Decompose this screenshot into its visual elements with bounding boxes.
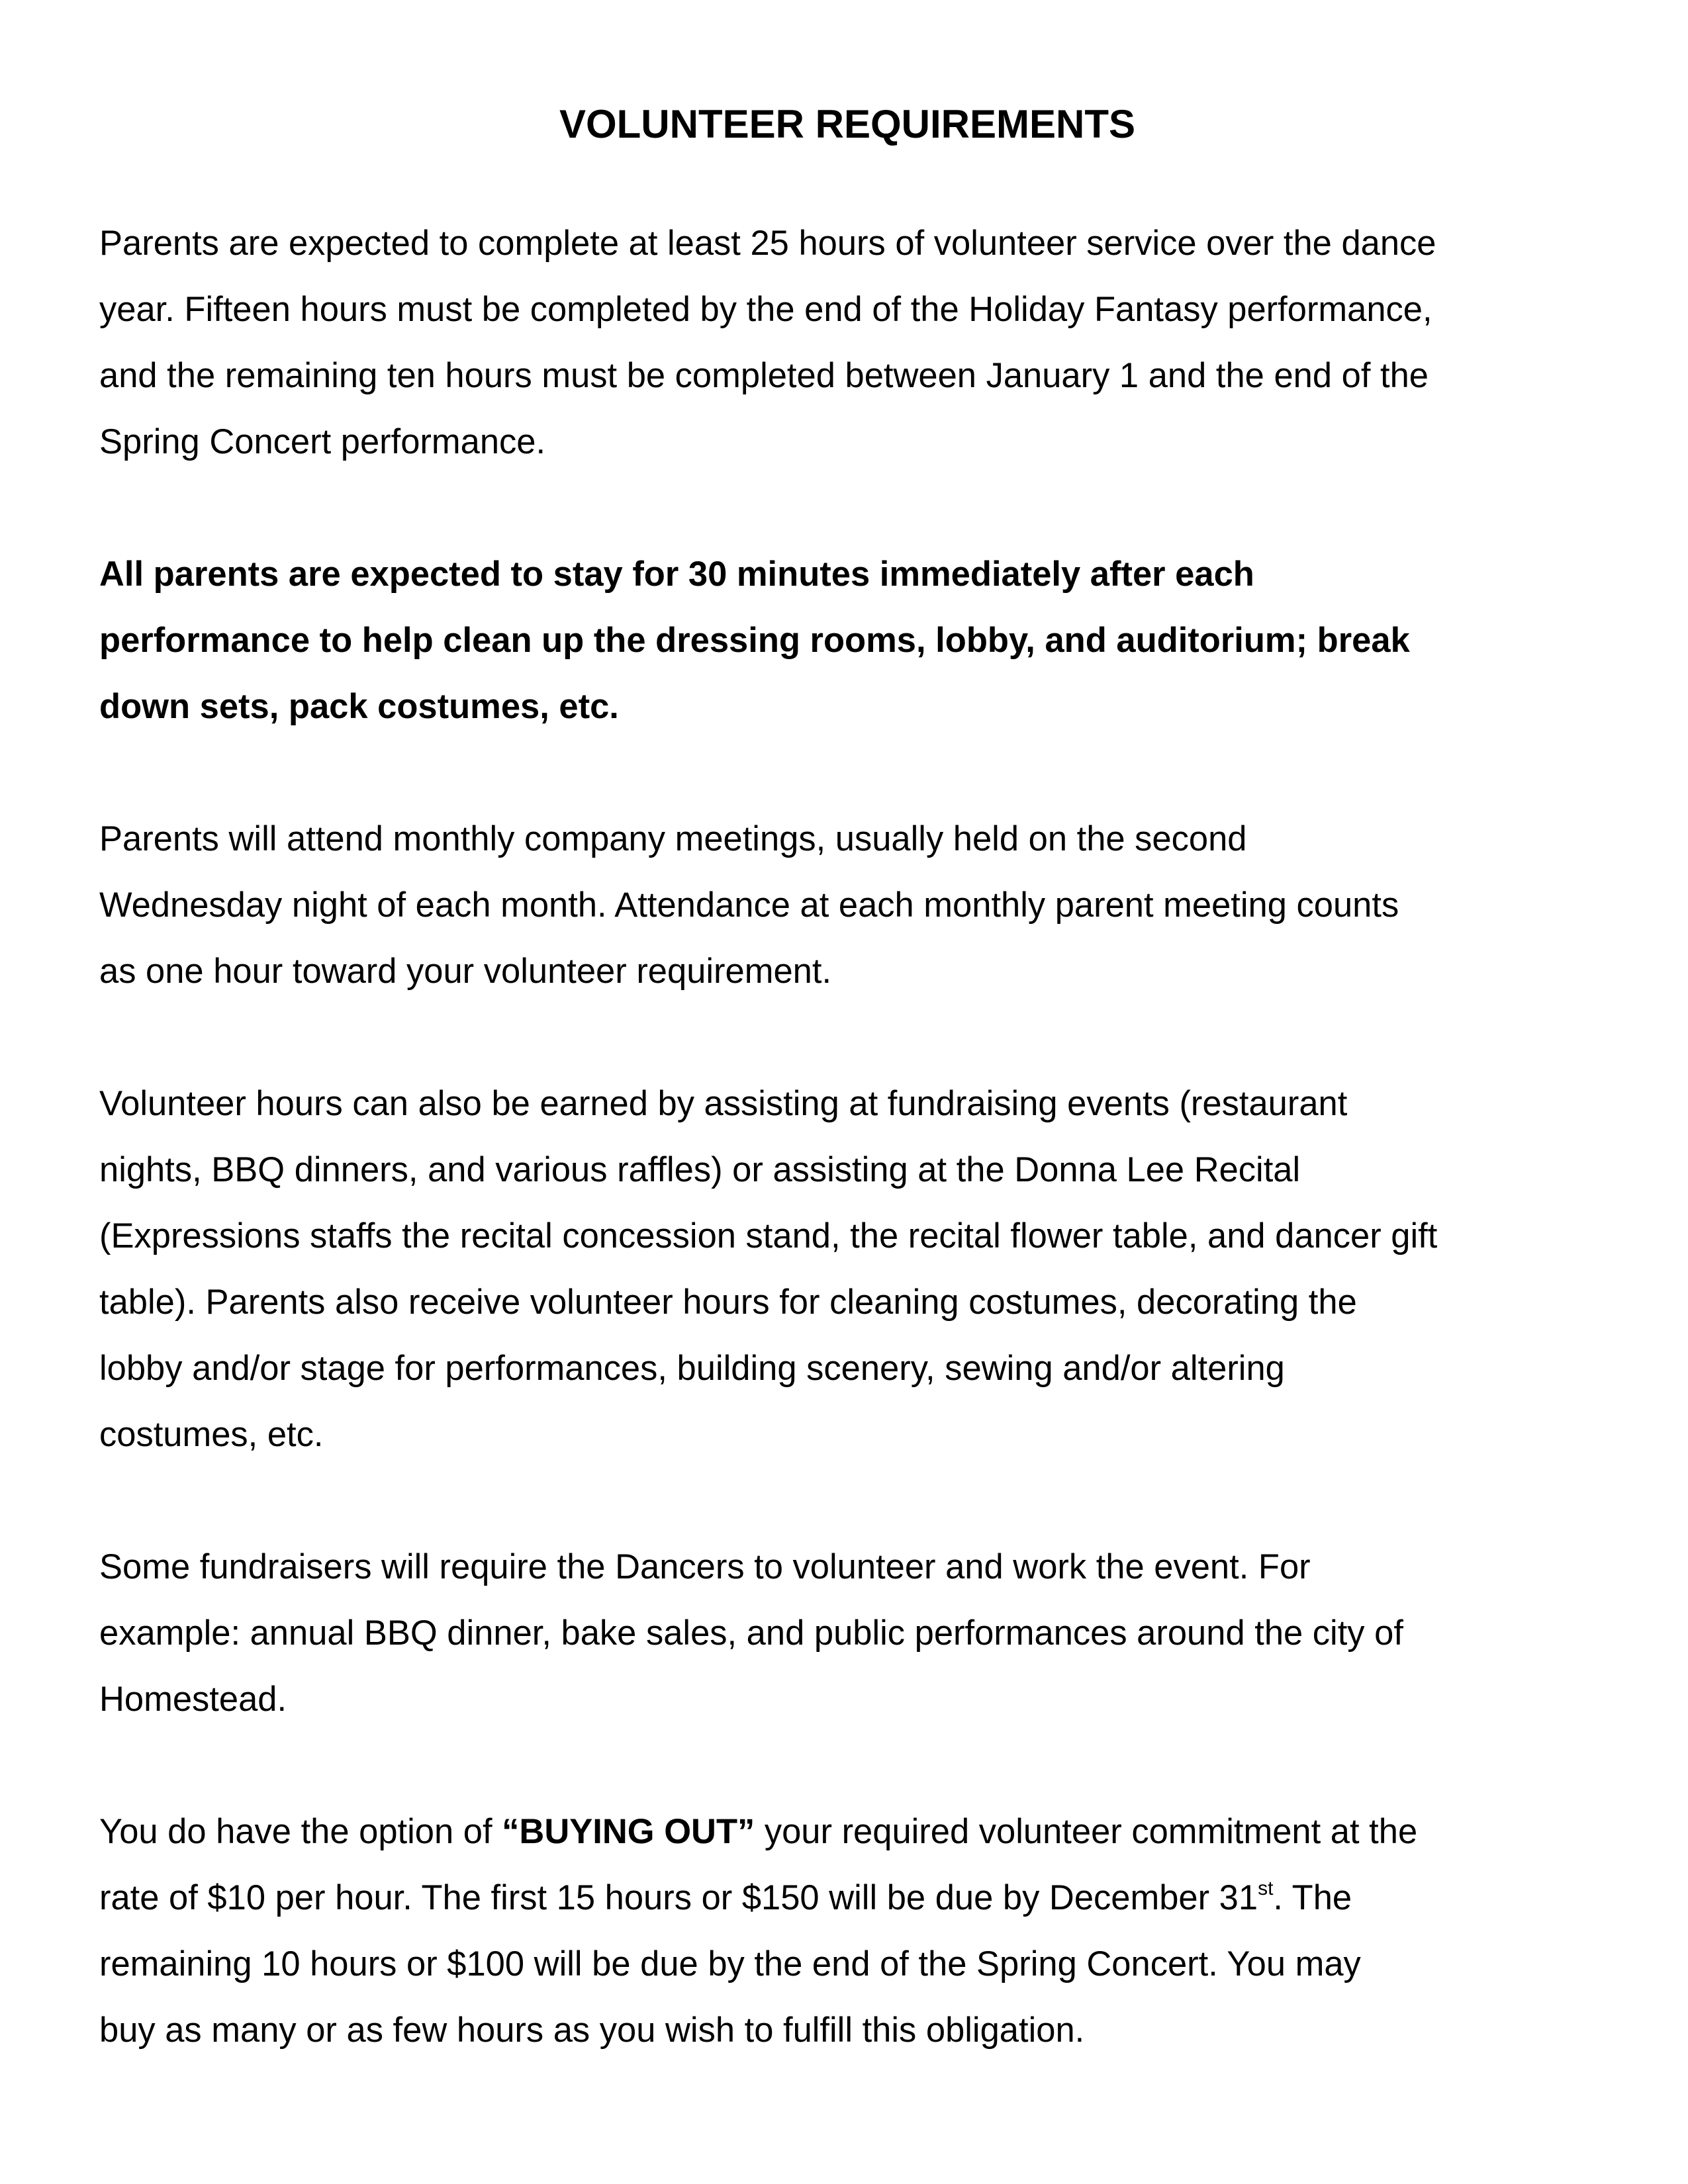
text-line: Volunteer hours can also be earned by assisting at fundraising events (restaurant (99, 1084, 1348, 1123)
text-line: (Expressions staffs the recital concession stand, the recital flower table, and dancer gift (99, 1216, 1438, 1255)
text-line: Some fundraisers will require the Dancers to volunteer and work the event. For (99, 1547, 1311, 1586)
text-line: costumes, etc. (99, 1415, 324, 1454)
text-line: Parents will attend monthly company meetings, usually held on the second (99, 819, 1247, 858)
paragraph-earning-hours (99, 1071, 1595, 1468)
text-segment: your required volunteer commitment at the (755, 1812, 1418, 1851)
text-line: Parents are expected to complete at least 25 hours of volunteer service over the dance (99, 224, 1436, 263)
text-segment: . The (1273, 1878, 1352, 1917)
paragraph-volunteer-hours (99, 210, 1595, 475)
text-line: All parents are expected to stay for 30 minutes immediately after each (99, 555, 1254, 594)
document-title: VOLUNTEER REQUIREMENTS (559, 102, 1136, 146)
text-line: table). Parents also receive volunteer hours for cleaning costumes, decorating the (99, 1283, 1357, 1322)
text-line: remaining 10 hours or $100 will be due by the end of the Spring Concert. You may (99, 1944, 1361, 1983)
paragraph-cleanup-requirement (99, 541, 1595, 740)
text-line: down sets, pack costumes, etc. (99, 687, 619, 726)
text-line: Spring Concert performance. (99, 422, 546, 461)
text-segment: rate of $10 per hour. The first 15 hours or $150 will be due by December 31 (99, 1878, 1258, 1917)
text-line: lobby and/or stage for performances, building scenery, sewing and/or altering (99, 1349, 1285, 1388)
paragraph-dancer-fundraisers (99, 1534, 1595, 1733)
text-line: Homestead. (99, 1680, 287, 1719)
paragraph-monthly-meetings (99, 806, 1595, 1005)
text-line (99, 1865, 1595, 1931)
paragraph-buying-out (99, 1799, 1595, 2064)
text-line: as one hour toward your volunteer requirement. (99, 952, 832, 991)
text-line: and the remaining ten hours must be completed between January 1 and the end of the (99, 356, 1429, 395)
text-line: performance to help clean up the dressing rooms, lobby, and auditorium; break (99, 621, 1410, 660)
buying-out-emphasis: “BUYING OUT” (502, 1812, 755, 1851)
text-line: nights, BBQ dinners, and various raffles) or assisting at the Donna Lee Recital (99, 1150, 1301, 1189)
text-line: year. Fifteen hours must be completed by the end of the Holiday Fantasy performance, (99, 290, 1432, 329)
text-line: Wednesday night of each month. Attendance at each monthly parent meeting counts (99, 886, 1399, 925)
text-line: example: annual BBQ dinner, bake sales, and public performances around the city of (99, 1614, 1403, 1653)
text-segment: You do have the option of (99, 1812, 502, 1851)
text-line: buy as many or as few hours as you wish to fulfill this obligation. (99, 2011, 1085, 2050)
ordinal-suffix: st (1258, 1877, 1274, 1899)
text-line (99, 1799, 1595, 1865)
